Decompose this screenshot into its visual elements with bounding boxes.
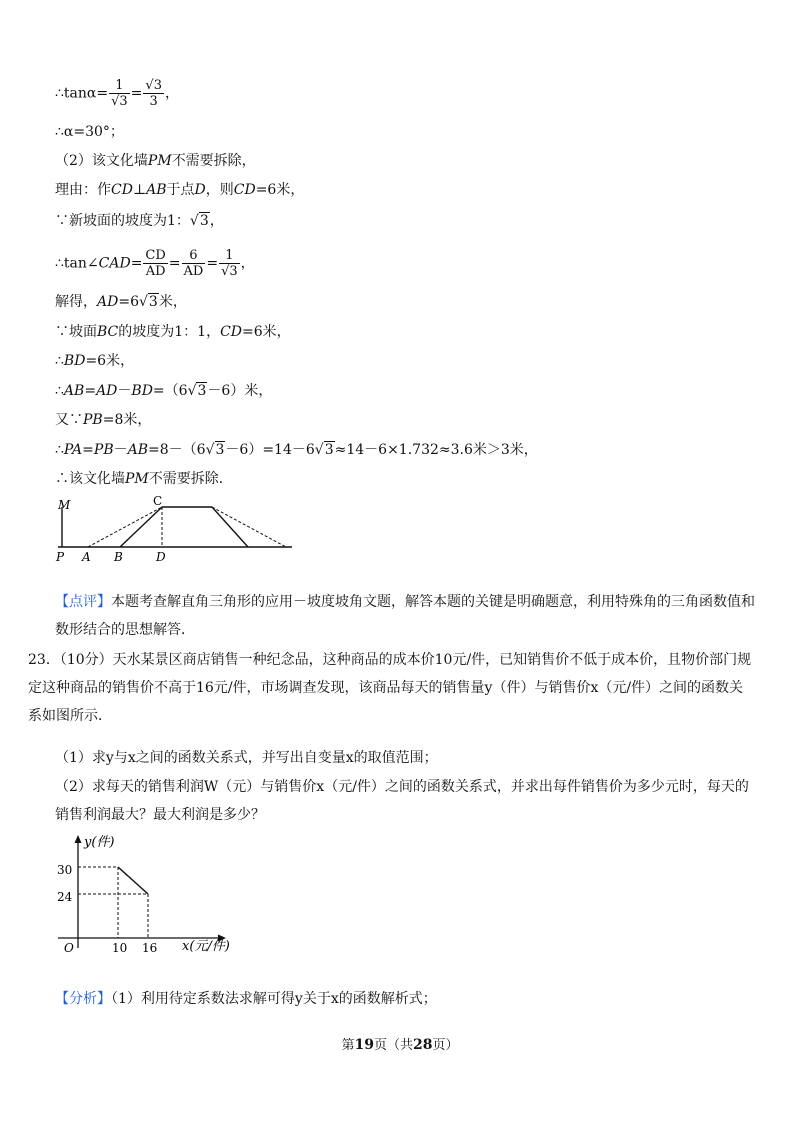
label-b: B [114, 550, 123, 564]
label-m: M [58, 498, 71, 512]
solution-line-2: ∴α=30°； [55, 124, 124, 140]
y-axis-arrow [75, 835, 82, 843]
fraction: $\frac{1}{√3}$ [221, 248, 238, 279]
text: ∴tanα= [55, 85, 109, 102]
solution-line-11: 又∵PB=8米， [55, 412, 152, 428]
origin-label: O [64, 941, 74, 955]
function-segment [118, 867, 148, 894]
page-footer: 第19页（共28页） [341, 1037, 459, 1053]
x-tick-16: 16 [142, 941, 158, 955]
page-total: 28 [413, 1037, 433, 1053]
new-slope-ac [88, 507, 162, 547]
comment-section: 【点评】本题考查解直角三角形的应用－坡度坡角文题，解答本题的关键是明确题意，利用特殊角的三角函数值和数形结合的思想解答． [55, 594, 755, 638]
fraction: $\frac{6}{AD}$ [183, 248, 204, 279]
analysis-tag: 【分析】 [55, 991, 111, 1007]
label-c: C [153, 495, 163, 508]
right-slope [212, 507, 248, 547]
slope-bc [120, 507, 162, 547]
question-number: 23． [28, 652, 60, 668]
fraction: $\frac{CD}{AD}$ [145, 248, 166, 279]
comment-tag: 【点评】 [55, 594, 111, 610]
page-number: 19 [354, 1037, 374, 1053]
solution-line-10: ∴AB=AD－BD=（6√3－6）米， [55, 383, 273, 399]
fraction: $\frac{√3}{3}$ [145, 78, 162, 109]
solution-line-13: ∴该文化墙PM不需要拆除． [55, 471, 233, 487]
solution-line-6: ∴tan∠CAD= $\frac{CD}{AD}$ = $\frac{6}{AD}$ = $\frac{1}{√3}$ ， [55, 248, 255, 279]
plot-marks [78, 867, 148, 938]
solution-line-8: ∵坡面BC的坡度为1：1，CD=6米， [55, 324, 291, 340]
function-graph [50, 826, 260, 958]
solution-line-7: 解得，AD=6√3米， [55, 294, 187, 310]
solution-line-3: （2）该文化墙PM不需要拆除， [55, 153, 256, 169]
fraction: $\frac{1}{√3}$ [111, 78, 128, 109]
question-23-part-2: （2）求每天的销售利润W（元）与销售价x（元/件）之间的函数关系式，并求出每件销售价为多少元时，每天的销售利润最大？最大利润是多少？ [55, 779, 749, 823]
right-dashed-slope [212, 507, 286, 547]
y-tick-30: 30 [57, 863, 73, 877]
x-tick-10: 10 [112, 941, 128, 955]
x-axis-label: x(元/件) [182, 939, 230, 954]
solution-line-4: 理由：作CD⊥AB于点D，则CD=6米， [55, 182, 305, 198]
y-tick-24: 24 [57, 890, 73, 904]
solution-line-12: ∴PA=PB－AB=8－（6√3－6）=14－6√3≈14－6×1.732≈3.6米＞3米， [55, 442, 538, 458]
slope-diagram [50, 495, 310, 565]
label-p: P [56, 550, 65, 564]
analysis-section: 【分析】（1）利用待定系数法求解可得y关于x的函数解析式； [55, 991, 437, 1007]
solution-line-9: ∴BD=6米， [55, 353, 135, 369]
y-axis-label: y(件) [84, 835, 115, 850]
question-23-part-1: （1）求y与x之间的函数关系式，并写出自变量x的取值范围； [55, 750, 438, 766]
question-23: 23．（10分）天水某景区商店销售一种纪念品，这种商品的成本价10元/件，已知销售价不低于成本价，且物价部门规定这种商品的销售价不高于16元/件，市场调查发现，该商品每天的销售量y（件）与销售价x（元/件）之间的函数关系如图所示． [28, 652, 752, 724]
solution-line-5: ∵新坡面的坡度为1：√3， [55, 213, 224, 229]
label-d: D [156, 550, 166, 564]
solution-line-1: ∴tanα= $\frac{1}{√3}$ = $\frac{√3}{3}$ ， [55, 78, 179, 109]
label-a: A [82, 550, 91, 564]
